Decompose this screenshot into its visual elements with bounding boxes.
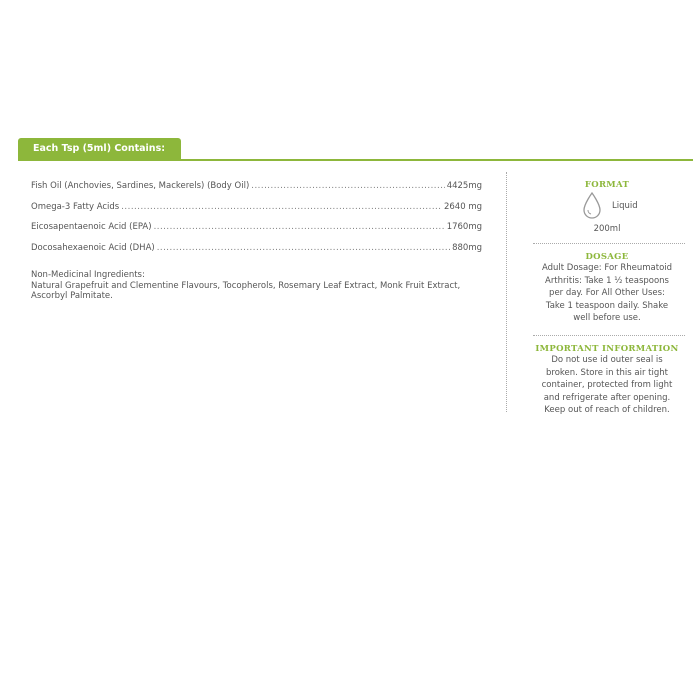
important-info-line: Keep out of reach of children. (544, 405, 670, 415)
ingredient-name: Fish Oil (Anchovies, Sardines, Mackerels) (Body Oil) (31, 181, 250, 191)
dot-leader (121, 202, 442, 212)
droplet-icon (582, 192, 602, 220)
format-volume: 200ml (593, 224, 621, 234)
contents-tab: Each Tsp (5ml) Contains: (18, 138, 181, 160)
dot-leader (157, 243, 450, 253)
dot-leader (154, 222, 445, 232)
ingredient-amount: 880mg (452, 242, 482, 253)
dosage-line: well before use. (573, 313, 641, 323)
ingredient-row (31, 222, 482, 243)
format-type: Liquid (612, 201, 638, 211)
dosage-line: Take 1 teaspoon daily. Shake (545, 300, 669, 311)
section-divider (533, 243, 685, 244)
ingredient-row (31, 202, 482, 223)
dosage-title: DOSAGE (585, 252, 629, 262)
non-medicinal-text: Natural Grapefruit and Clementine Flavours, Tocopherols, Rosemary Leaf Extract, Monk Fruit Extract, (31, 280, 461, 291)
dot-leader (251, 181, 444, 191)
non-medicinal-heading: Non-Medicinal Ingredients: (31, 270, 145, 280)
tab-underline (18, 159, 693, 161)
dosage-section (533, 252, 681, 325)
dosage-line: per day. For All Other Uses: (549, 288, 665, 298)
ingredient-name: Omega-3 Fatty Acids (31, 201, 120, 212)
important-info-line: and refrigerate after opening. (543, 392, 671, 403)
important-info-line: broken. Store in this air tight (546, 367, 668, 378)
ingredient-row (31, 243, 482, 264)
format-section (533, 180, 681, 234)
ingredient-amount: 2640 mg (443, 201, 482, 212)
ingredient-row (31, 181, 482, 202)
section-divider (533, 335, 685, 336)
dosage-line: Adult Dosage: For Rheumatoid (541, 263, 673, 273)
important-info-line: Do not use id outer seal is (551, 355, 663, 365)
column-divider (506, 172, 507, 412)
dosage-line: Arthritis: Take 1 ½ teaspoons (545, 275, 669, 286)
non-medicinal-ingredients (31, 270, 491, 302)
ingredient-name: Eicosapentaenoic Acid (EPA) (31, 222, 152, 232)
important-info-section (533, 344, 681, 417)
ingredient-amount: 1760mg (446, 222, 482, 232)
ingredient-name: Docosahexaenoic Acid (DHA) (31, 242, 155, 253)
important-info-line: container, protected from light (541, 380, 673, 390)
format-title: FORMAT (584, 180, 630, 190)
important-info-title: IMPORTANT INFORMATION (535, 344, 679, 354)
non-medicinal-text: Ascorbyl Palmitate. (31, 291, 113, 301)
ingredients-list (31, 181, 482, 263)
ingredient-amount: 4425mg (446, 181, 482, 191)
